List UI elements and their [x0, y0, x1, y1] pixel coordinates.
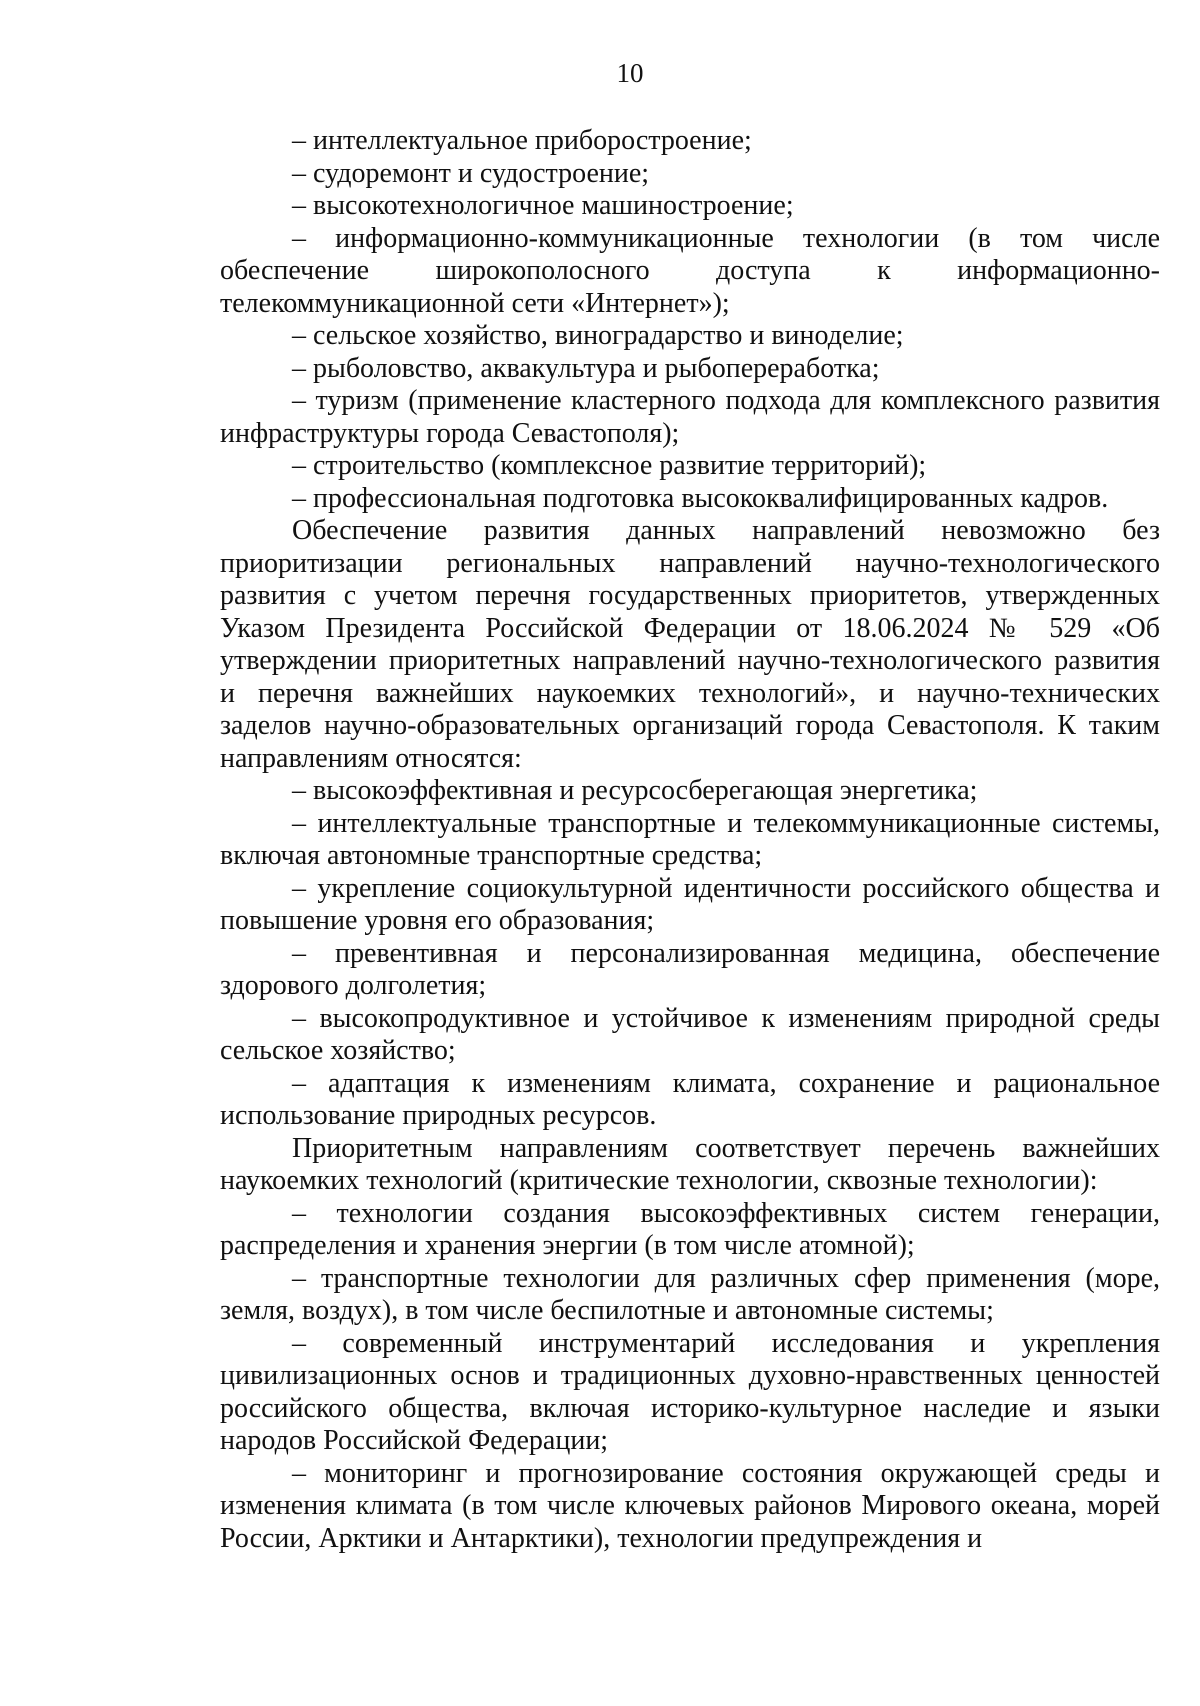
list-item-professional-training: – профессиональная подготовка высококвалифицированных кадров. — [292, 482, 1109, 514]
page-number: 10 — [616, 58, 644, 88]
list-item-agriculture-winemaking: – сельское хозяйство, виноградарство и виноделие; — [292, 320, 904, 351]
list-item-energy-technologies: – технологии создания высокоэффективных систем генерации, распределения и хранения энергии (в том числе атомной); — [220, 1197, 1160, 1261]
list-item-ict: – информационно-коммуникационные технологии (в том числе обеспечение широкополосного доступа к информационно-телекоммуникационной сети «Интернет»); — [220, 222, 1160, 319]
list-item-medicine: – превентивная и персонализированная медицина, обеспечение здорового долголетия; — [220, 937, 1160, 1001]
list-item-fishery: – рыболовство, аквакультура и рыбопереработка; — [292, 352, 880, 384]
list-item-climate-adaptation: – адаптация к изменениям климата, сохранение и рациональное использование природных ресурсов. — [220, 1067, 1160, 1131]
list-item-transport-technologies: – транспортные технологии для различных сфер применения (море, земля, воздух), в том числе беспилотные и автономные системы; — [220, 1262, 1160, 1326]
list-item-transport-systems: – интеллектуальные транспортные и телекоммуникационные системы, включая автономные транспортные средства; — [220, 807, 1160, 871]
paragraph-prioritization: Обеспечение развития данных направлений невозможно без приоритизации региональных направлений научно-технологического развития с учетом перечня государственных приоритетов, утвержденных Указом Президента Российской Федерации от 18.06.2024 № 529 «Об утверждении приоритетных направлений научно-технологического развития и перечня важнейших наукоемких технологий», и научно-технических заделов научно-образовательных организаций города Севастополя. К таким направлениям относятся: — [220, 515, 1160, 774]
list-item-machine-building: – высокотехнологичное машиностроение; — [292, 190, 794, 221]
list-item-construction: – строительство (комплексное развитие территорий); — [292, 450, 927, 481]
list-item-environment-monitoring: – мониторинг и прогнозирование состояния окружающей среды и изменения климата (в том числе ключевых районов Мирового океана, морей России, Арктики и Антарктики), технологии предупреждения и — [220, 1457, 1160, 1554]
list-item-shipbuilding: – судоремонт и судостроение; — [292, 157, 650, 189]
list-item-sociocultural-identity: – укрепление социокультурной идентичности российского общества и повышение уровня его образования; — [220, 872, 1160, 936]
list-item-productive-agriculture: – высокопродуктивное и устойчивое к изменениям природной среды сельское хозяйство; — [220, 1002, 1160, 1066]
list-item-research-tools: – современный инструментарий исследования и укрепления цивилизационных основ и традиционных духовно-нравственных ценностей российского общества, включая историко-культурное наследие и языки народов Российской Федерации; — [220, 1327, 1160, 1456]
list-item-tourism: – туризм (применение кластерного подхода для комплексного развития инфраструктуры города Севастополя); — [220, 385, 1160, 449]
list-item-intellectual-instrumentation: – интеллектуальное приборостроение; — [292, 125, 752, 156]
paragraph-critical-technologies: Приоритетным направлениям соответствует перечень важнейших наукоемких технологий (критические технологии, сквозные технологии): — [220, 1132, 1160, 1196]
list-item-energy: – высокоэффективная и ресурсосберегающая энергетика; — [292, 775, 978, 806]
document-body — [220, 125, 1160, 1555]
